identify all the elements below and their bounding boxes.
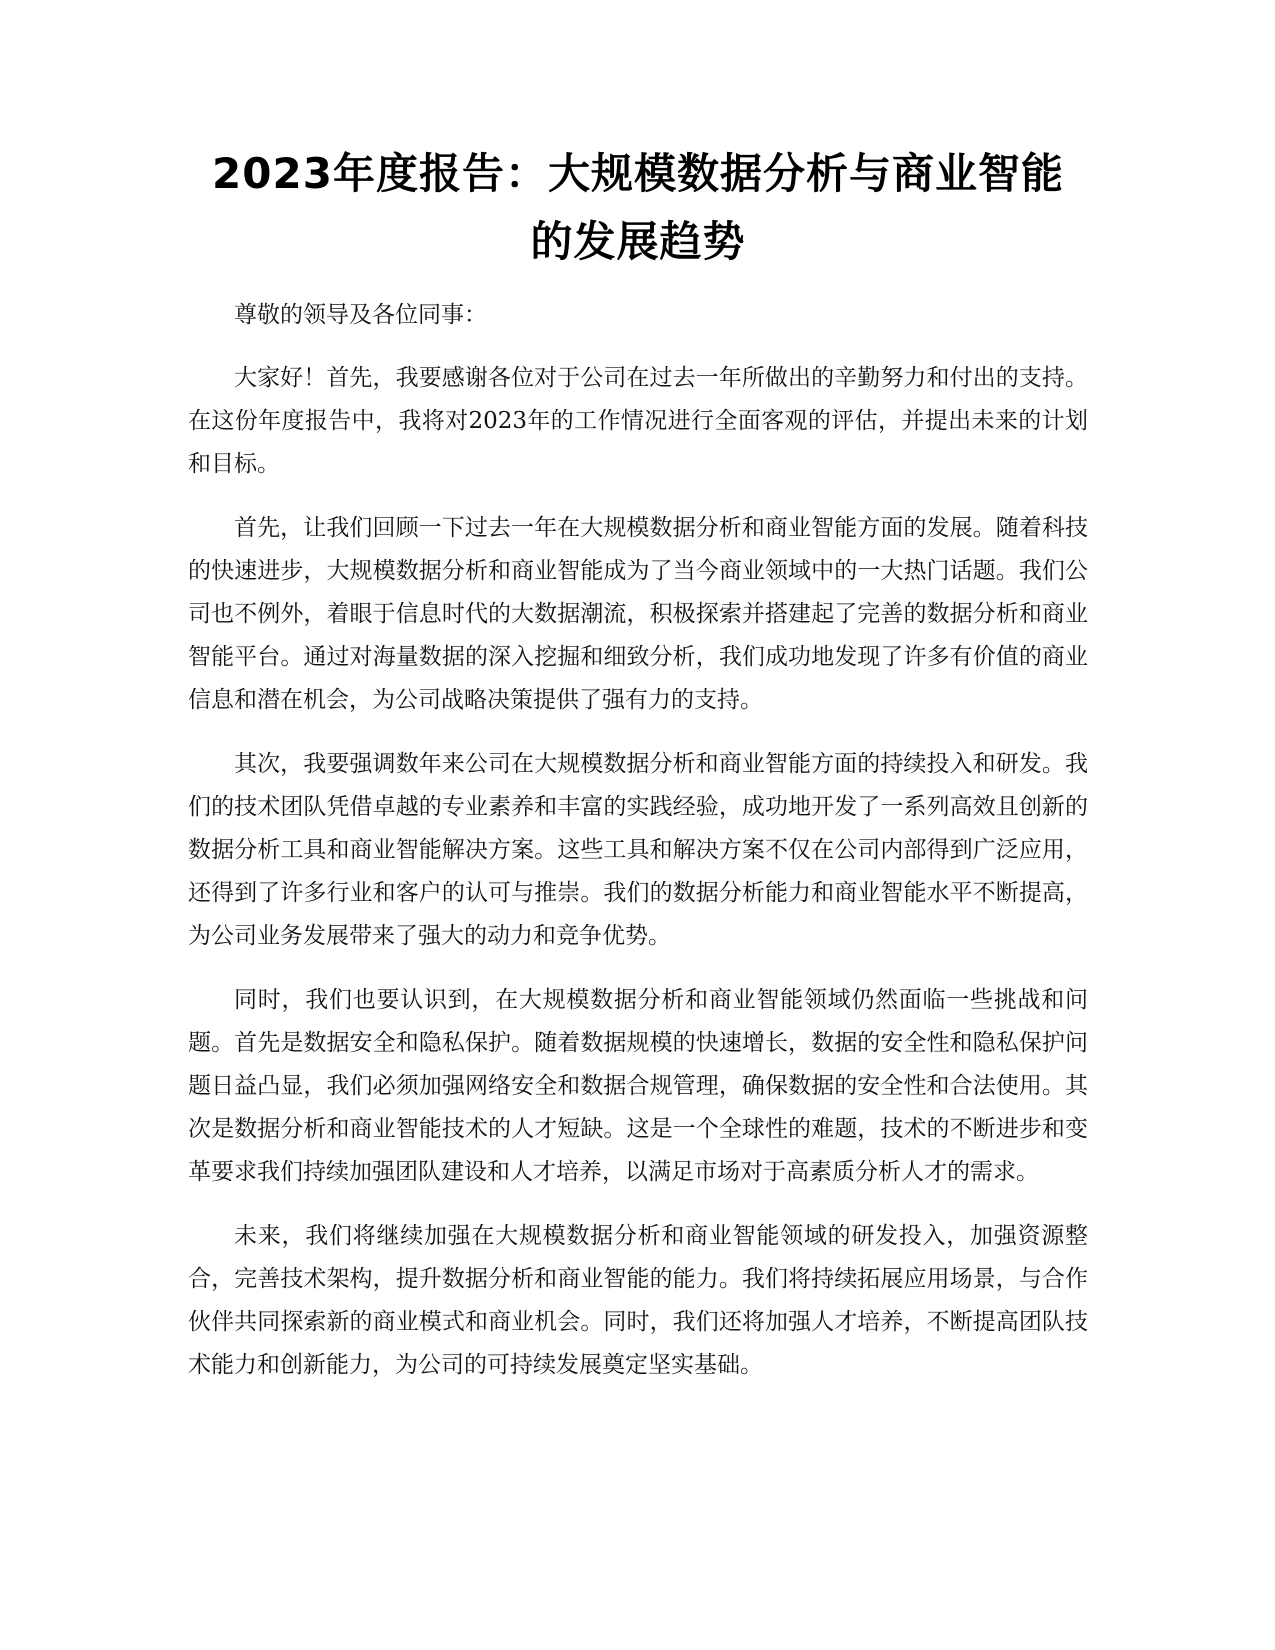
paragraph-review: 首先，让我们回顾一下过去一年在大规模数据分析和商业智能方面的发展。随着科技的快速进步，大规模数据分析和商业智能成为了当今商业领域中的一大热门话题。我们公司也不例外，着眼于信息时代的大数据潮流，积极探索并搭建起了完善的数据分析和商业智能平台。通过对海量数据的深入挖掘和细致分析，我们成功地发现了许多有价值的商业信息和潜在机会，为公司战略决策提供了强有力的支持。 [188, 515, 1088, 713]
paragraph-investment: 其次，我要强调数年来公司在大规模数据分析和商业智能方面的持续投入和研发。我们的技术团队凭借卓越的专业素养和丰富的实践经验，成功地开发了一系列高效且创新的数据分析工具和商业智能解决方案。这些工具和解决方案不仅在公司内部得到广泛应用，还得到了许多行业和客户的认可与推崇。我们的数据分析能力和商业智能水平不断提高，为公司业务发展带来了强大的动力和竞争优势。 [188, 751, 1088, 949]
document-title [188, 140, 1088, 276]
document-page [188, 140, 1088, 1408]
paragraph-future: 未来，我们将继续加强在大规模数据分析和商业智能领域的研发投入，加强资源整合，完善技术架构，提升数据分析和商业智能的能力。我们将持续拓展应用场景，与合作伙伴共同探索新的商业模式和商业机会。同时，我们还将加强人才培养，不断提高团队技术能力和创新能力，为公司的可持续发展奠定坚实基础。 [188, 1223, 1088, 1378]
greeting: 尊敬的领导及各位同事： [234, 302, 487, 328]
paragraph-intro: 大家好！首先，我要感谢各位对于公司在过去一年所做出的辛勤努力和付出的支持。在这份年度报告中，我将对2023年的工作情况进行全面客观的评估，并提出未来的计划和目标。 [188, 365, 1088, 477]
paragraph-challenges: 同时，我们也要认识到，在大规模数据分析和商业智能领域仍然面临一些挑战和问题。首先是数据安全和隐私保护。随着数据规模的快速增长，数据的安全性和隐私保护问题日益凸显，我们必须加强网络安全和数据合规管理，确保数据的安全性和合法使用。其次是数据分析和商业智能技术的人才短缺。这是一个全球性的难题，技术的不断进步和变革要求我们持续加强团队建设和人才培养，以满足市场对于高素质分析人才的需求。 [188, 987, 1088, 1185]
title-line-1: 2023年度报告：大规模数据分析与商业智能 [212, 149, 1064, 198]
title-line-2: 的发展趋势 [530, 217, 746, 266]
